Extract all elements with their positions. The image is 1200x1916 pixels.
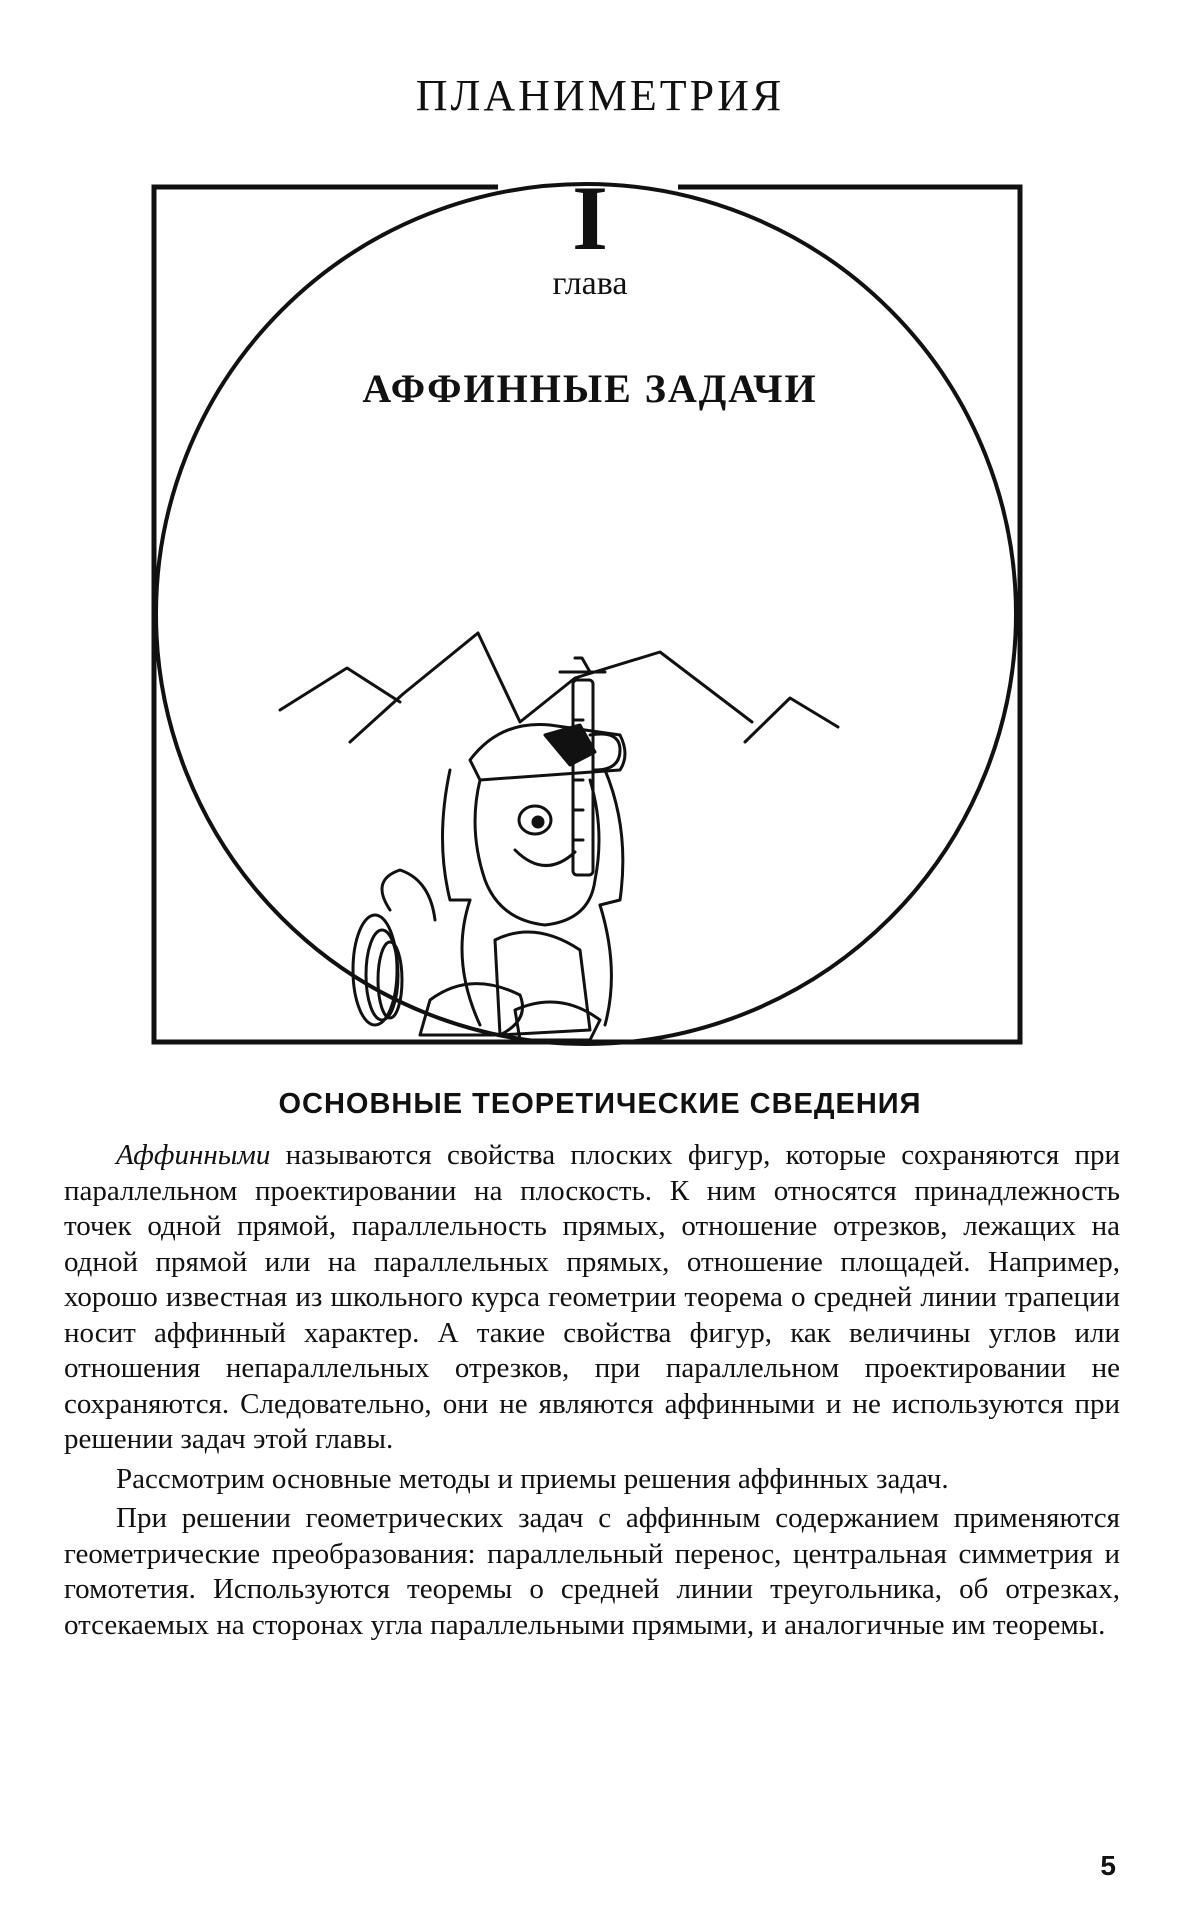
- chapter-title: АФФИННЫЕ ЗАДАЧИ: [362, 366, 818, 411]
- chapter-label: глава: [552, 265, 628, 302]
- paragraph-2: Рассмотрим основные методы и приемы решения аффинных задач.: [116, 1462, 949, 1495]
- paragraph-1: [64, 1138, 1120, 1458]
- section-title: ПЛАНИМЕТРИЯ: [415, 71, 785, 120]
- term-affine: Аффинными: [116, 1139, 271, 1171]
- paragraph-3: При решении геометрических задач с аффинным содержанием применяются геометрические преобразования: параллельный перенос, центральная симметрия и гомотетия. Используются теоремы о средней линии треугольника, об отрезках, отсекаемых на сторонах угла параллельными прямыми, и аналогичные им теоремы.: [64, 1502, 1120, 1641]
- page-number: 5: [1100, 1850, 1116, 1881]
- chapter-number: I: [572, 167, 608, 269]
- mountaineer-illustration: [150, 180, 1030, 1055]
- body-text: [64, 1138, 1120, 1647]
- subheading: ОСНОВНЫЕ ТЕОРЕТИЧЕСКИЕ СВЕДЕНИЯ: [278, 1088, 922, 1120]
- paragraph-1-text: называются свойства плоских фигур, которые сохраняются при параллельном проектировании на плоскость. К ним относятся принадлежность точек одной прямой, параллельность прямых, отношение отрезков, лежащих на одной прямой или на параллельных прямых, отношение площадей. Например, хорошо известная из школьного курса геометрии теорема о средней линии трапеции носит аффинный характер. А такие свойства фигур, как величины углов или отношения непараллельных отрезков, при параллельном проектировании не сохраняются. Следовательно, они не являются аффинными и не используются при решении задач этой главы.: [64, 1139, 1120, 1455]
- chapter-frame: [150, 167, 1030, 1055]
